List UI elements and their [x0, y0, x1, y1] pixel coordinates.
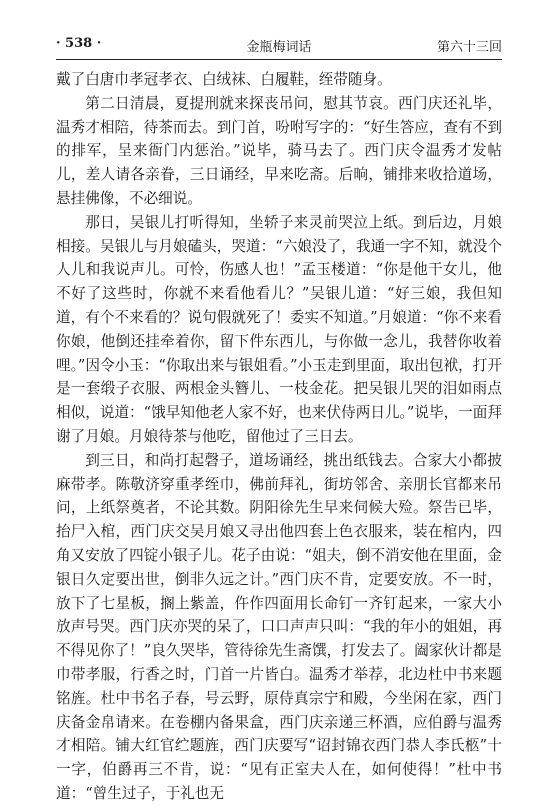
page-body — [56, 68, 502, 806]
book-title: 金瓶梅词话 — [246, 40, 312, 55]
chapter-title: 第六十三回 — [436, 40, 502, 55]
paragraph: 那日，吴银儿打听得知，坐轿子来灵前哭泣上纸。到后边，月娘相接。吴银儿与月娘磕头，哭道：“六娘没了，我通一字不知，就没个人儿和我说声儿。可怜，伤感人也！”孟玉楼道：“你是他干女儿，他不好了这些时，你就不来看他看儿？”吴银儿道：“好三娘，我但知道，有个不来看的？说句假就死了！委实不知道。”月娘道：“你不来看你娘，他倒还挂牵着你，留下件东西儿，与你做一念儿，我替你收着哩。”因令小玉：“你取出来与银姐看。”小玉走到里面，取出包袱，打开是一套缎子衣服、两根金头簪儿、一枝金花。把吴银儿哭的泪如雨点相似，说道：“饿早知他老人家不好，也来伏侍两日儿。”说毕，一面拜谢了月娘。月娘待茶与他吃，留他过了三日去。 — [56, 213, 502, 445]
header-divider — [56, 59, 502, 60]
paragraph: 第二日清晨，夏提刑就来探丧吊问，慰其节哀。西门庆还礼毕，温秀才相陪，待茶而去。到门首，吩咐写字的：“好生答应，查有不到的排军，呈来衙门内惩治。”说毕，骑马去了。西门庆令温秀才发帖儿，差人请各亲眷，三日诵经，早来吃斋。后晌，铺排来收拾道场，悬挂佛像，不必细说。 — [56, 94, 502, 207]
paragraph-continuation: 戴了白唐巾孝冠孝衣、白绒袜、白履鞋，绖带随身。 — [56, 71, 392, 88]
page-number: · 538 · — [56, 36, 102, 51]
paragraph: 到三日，和尚打起磬子，道场诵经，挑出纸钱去。合家大小都披麻带孝。陈敬济穿重孝绖巾，佛前拜礼，街坊邻舍、亲朋长官都来吊问，上纸祭奠者，不论其数。阴阳徐先生早来伺候大殓。祭告已毕，抬尸入棺，西门庆交吴月娘又寻出他四套上色衣服来，装在棺内，四角又安放了四锭小银子儿。花子由说：“姐夫，倒不消安他在里面，金银日久定要出世，倒非久远之计。”西门庆不肯，定要安放。不一时，放下了七星板，搁上紫盖，仵作四面用长命钉一齐钉起来，一家大小放声号哭。西门庆亦哭的呆了，口口声声只叫：“我的年小的姐姐，再不得见你了！”良久哭毕，管待徐先生斋馔，打发去了。阖家伙计都是巾带孝服，行香之时，门首一片皆白。温秀才举荐，北边杜中书来题铭旌。杜中书名子春，号云野，原侍真宗宁和殿，今坐闲在家，西门庆备金帛请来。在卷棚内备果盒，西门庆亲递三杯酒，应伯爵与温秀才相陪。铺大红官纻题旌，西门庆要写“诏封锦衣西门恭人李氏柩”十一字，伯爵再三不肯，说：“见有正室夫人在，如何使得！”杜中书道：“曾生过子，于礼也无 — [56, 451, 502, 802]
page-header — [56, 36, 502, 58]
